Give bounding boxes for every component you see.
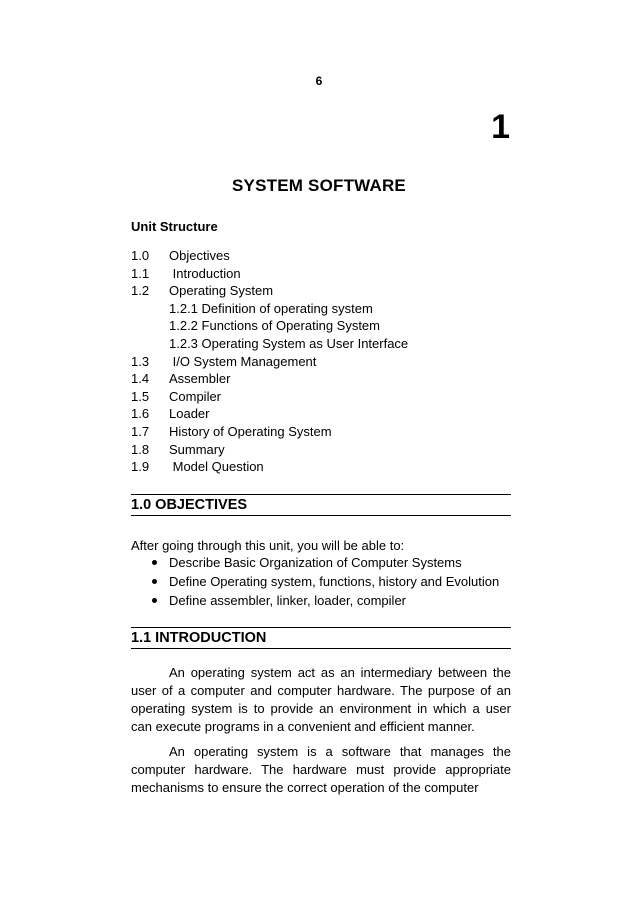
toc-item-number: 1.0 — [131, 248, 150, 263]
bullet-icon — [152, 560, 157, 565]
bullet-icon — [152, 579, 157, 584]
toc-item-label: Operating System — [169, 283, 274, 299]
toc-item — [131, 353, 511, 371]
list-item — [131, 591, 511, 610]
toc-item — [131, 388, 511, 406]
chapter-title: SYSTEM SOFTWARE — [232, 176, 406, 195]
toc-item — [131, 423, 511, 441]
toc-item — [131, 282, 511, 300]
bullet-text: Define Operating system, functions, history and Evolution — [169, 574, 500, 589]
toc-item — [131, 441, 511, 459]
toc-subitem — [131, 335, 511, 353]
toc-subitem — [131, 317, 511, 335]
toc-item-number: 1.8 — [131, 441, 150, 457]
unit-structure-list — [131, 247, 511, 476]
toc-item — [131, 458, 511, 476]
toc-item-label: Compiler — [169, 388, 222, 404]
toc-item-label: Assembler — [169, 371, 231, 387]
toc-item-number: 1.2 — [131, 283, 150, 299]
section-heading-text: 1.1 INTRODUCTION — [131, 630, 267, 646]
toc-subitem-label: 1.2.2 Functions of Operating System — [169, 318, 380, 334]
objectives-bullet-list — [131, 553, 511, 610]
introduction-paragraph: An operating system is a software that manages the computer hardware. The hardware must provide appropriate mechanisms to ensure the correct operation of the computer — [131, 744, 511, 795]
toc-item — [131, 405, 511, 423]
section-heading-text: 1.0 OBJECTIVES — [131, 497, 248, 513]
toc-item-label: Loader — [169, 406, 210, 422]
toc-item — [131, 265, 511, 283]
toc-item-label: Model Question — [169, 459, 264, 475]
toc-item — [131, 370, 511, 388]
toc-item-number: 1.6 — [131, 406, 150, 422]
section-heading-objectives — [131, 494, 511, 516]
section-heading-introduction — [131, 627, 511, 649]
toc-item-label: I/O System Management — [169, 353, 317, 369]
toc-item-label: Objectives — [169, 248, 230, 263]
toc-item-number: 1.9 — [131, 459, 150, 475]
objectives-lead-text: After going through this unit, you will be able to: — [131, 538, 405, 553]
toc-item-label: Introduction — [169, 265, 241, 281]
toc-subitem — [131, 300, 511, 318]
toc-item — [131, 247, 511, 265]
toc-item-label: Summary — [169, 441, 225, 457]
list-item — [131, 572, 511, 591]
toc-item-number: 1.3 — [131, 353, 150, 369]
toc-item-number: 1.5 — [131, 388, 150, 404]
toc-subitem-label: 1.2.1 Definition of operating system — [169, 300, 373, 316]
bullet-icon — [152, 598, 157, 603]
chapter-number: 1 — [491, 108, 510, 146]
toc-item-number: 1.1 — [131, 265, 150, 281]
toc-item-number: 1.4 — [131, 371, 150, 387]
introduction-paragraph: An operating system act as an intermediary between the user of a computer and computer hardware. The purpose of an operating system is to provide an environment in which a user can execute programs in a convenient and efficient manner. — [131, 665, 511, 734]
bullet-text: Describe Basic Organization of Computer Systems — [169, 555, 462, 570]
toc-item-number: 1.7 — [131, 423, 150, 439]
toc-item-label: History of Operating System — [169, 423, 332, 439]
list-item — [131, 553, 511, 572]
unit-structure-heading: Unit Structure — [131, 219, 218, 234]
bullet-text: Define assembler, linker, loader, compiler — [169, 593, 407, 608]
page-number: 6 — [315, 74, 323, 88]
toc-subitem-label: 1.2.3 Operating System as User Interface — [169, 335, 409, 351]
